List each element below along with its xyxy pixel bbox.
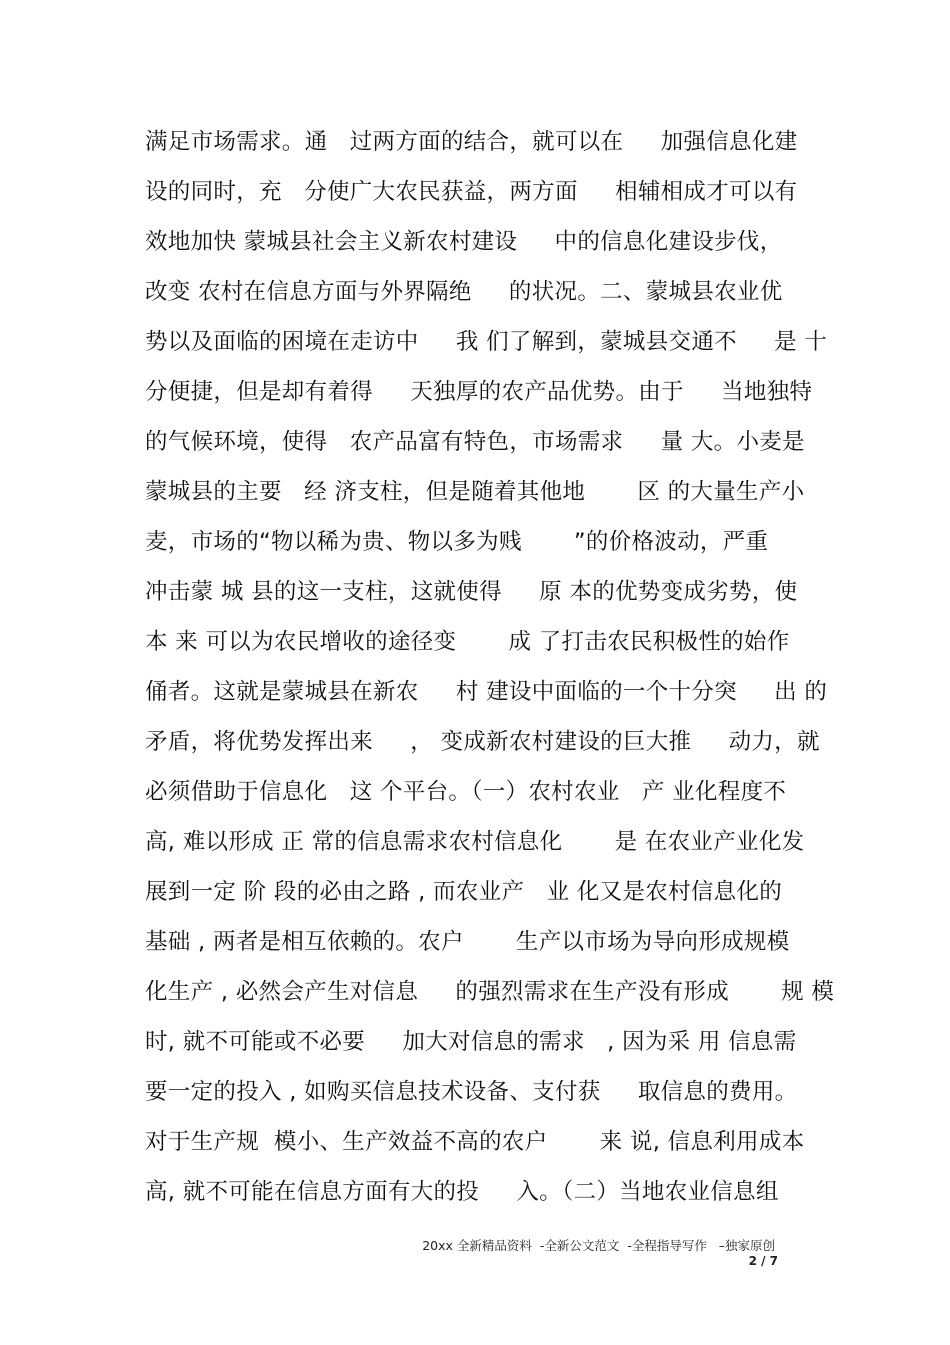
- text-line: 满足市场需求。通 过两方面的结合，就可以在 加强信息化建: [145, 129, 798, 155]
- text-line: 基础 , 两者是相互依赖的。农户 生产以市场为导向形成规模: [145, 929, 790, 955]
- text-line: 必须借助于信息化 这 个平台。（一）农村农业 产 业化程度不: [145, 779, 787, 805]
- text-line: 势以及面临的困境在走访中 我 们了解到，蒙城县交通不 是 十: [145, 329, 828, 355]
- text-line: 麦，市场的“物以稀为贵、物以多为贱 ”的价格波动，严重: [145, 529, 769, 555]
- text-line: 高, 难以形成 正 常的信息需求农村信息化 是 在农业产业化发: [145, 829, 805, 855]
- text-line: 冲击蒙 城 县的这一支柱，这就使得 原 本的优势变成劣势，使: [145, 579, 798, 605]
- text-line: 高, 就不可能在信息方面有大的投 入。（二）当地农业信息组: [145, 1179, 779, 1205]
- page-number: 2 / 7: [748, 1254, 778, 1268]
- text-line: 蒙城县的主要 经 济支柱，但是随着其他地 区 的大量生产小: [145, 479, 805, 505]
- text-line: 俑者。这就是蒙城县在新农 村 建设中面临的一个十分突 出 的: [145, 679, 828, 705]
- text-line: 展到一定 阶 段的必由之路 , 而农业产 业 化又是农村信息化的: [145, 879, 783, 905]
- text-line: 时, 就不可能或不必要 加大对信息的需求 , 因为采 用 信息需: [145, 1029, 797, 1055]
- text-line: 改变 农村在信息方面与外界隔绝 的状况。二、蒙城县农业优: [145, 279, 783, 305]
- text-line: 本 来 可以为农民增收的途径变 成 了打击农民积极性的始作: [145, 629, 790, 655]
- text-line: 对于生产规 模小、生产效益不高的农户 来 说, 信息利用成本: [145, 1129, 805, 1155]
- text-line: 效地加快 蒙城县社会主义新农村建设 中的信息化建设步伐，: [145, 229, 783, 255]
- footer-tagline: 20xx 全新精品资料 -全新公文范文 -全程指导写作 –独家原创: [422, 1238, 775, 1253]
- text-line: 要一定的投入 , 如购买信息技术设备、支付获 取信息的费用。: [145, 1079, 798, 1105]
- text-line: 设的同时，充 分使广大农民获益，两方面 相辅相成才可以有: [145, 179, 798, 205]
- text-line: 分便捷，但是却有着得 天独厚的农产品优势。由于 当地独特: [145, 379, 813, 405]
- text-line: 化生产 , 必然会产生对信息 的强烈需求在生产没有形成 规 模: [145, 979, 835, 1005]
- body-text: [145, 122, 835, 1222]
- text-line: 的气候环境，使得 农产品富有特色，市场需求 量 大。小麦是: [145, 429, 805, 455]
- text-line: 矛盾，将优势发挥出来 ， 变成新农村建设的巨大推 动力，就: [145, 729, 820, 755]
